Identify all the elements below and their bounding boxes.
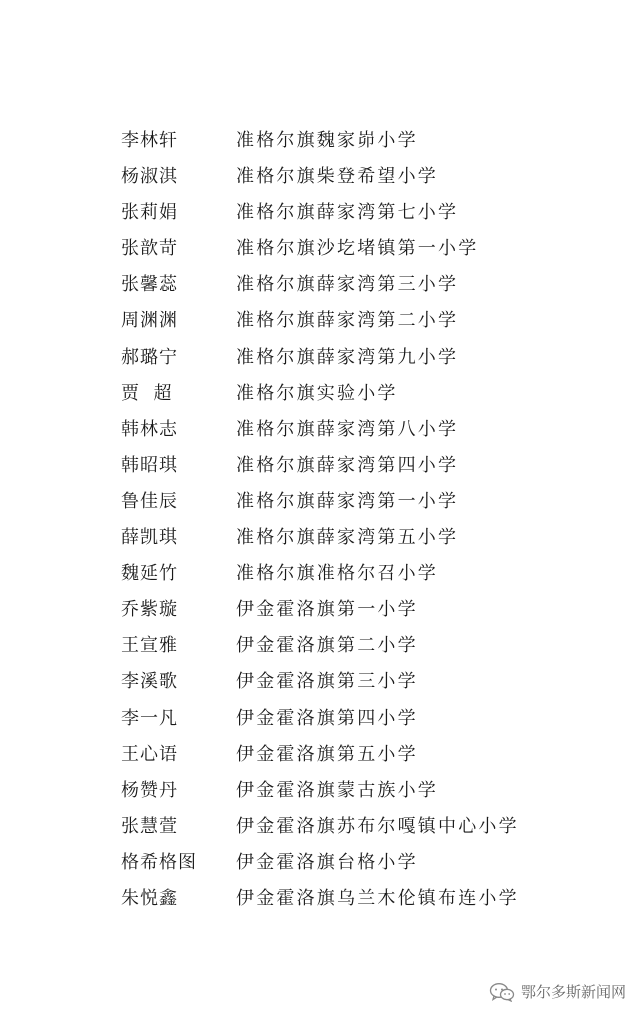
- student-name: 张慧萱: [121, 815, 178, 837]
- student-name: 乔紫璇: [121, 599, 178, 621]
- student-name: 薛凯琪: [121, 527, 178, 549]
- source-watermark: [489, 981, 626, 1002]
- student-name: 朱悦鑫: [121, 887, 178, 909]
- list-item: [0, 773, 640, 809]
- student-name: 张莉娟: [121, 202, 178, 224]
- student-name: 张馨蕊: [121, 274, 178, 296]
- list-item: [0, 448, 640, 484]
- school-name: 伊金霍洛旗蒙古族小学: [236, 779, 438, 801]
- school-name: 准格尔旗柴登希望小学: [236, 166, 438, 188]
- list-item: [0, 845, 640, 881]
- school-name: 伊金霍洛旗台格小学: [236, 851, 418, 873]
- school-name: 准格尔旗薛家湾第五小学: [236, 527, 459, 549]
- student-name: 郝璐宁: [121, 346, 178, 368]
- watermark-text: 鄂尔多斯新闻网: [520, 983, 626, 1001]
- wechat-icon: [489, 982, 515, 1002]
- student-name: 王宣雅: [121, 635, 178, 657]
- school-name: 伊金霍洛旗第一小学: [236, 599, 418, 621]
- list-item: [0, 412, 640, 448]
- list-item: [0, 195, 640, 231]
- list-item: [0, 376, 640, 412]
- list-item: [0, 556, 640, 592]
- school-name: 伊金霍洛旗第三小学: [236, 671, 418, 693]
- list-item: [0, 520, 640, 556]
- list-item: [0, 592, 640, 628]
- list-item: [0, 737, 640, 773]
- school-name: 准格尔旗薛家湾第七小学: [236, 202, 459, 224]
- student-name: 鲁佳辰: [121, 490, 178, 512]
- student-name: 格希格图: [121, 851, 197, 873]
- student-name: 张歆苛: [121, 238, 178, 260]
- school-name: 准格尔旗薛家湾第四小学: [236, 454, 459, 476]
- school-name: 伊金霍洛旗第五小学: [236, 743, 418, 765]
- student-name: 李溪歌: [121, 671, 178, 693]
- list-item: [0, 267, 640, 303]
- list-item: [0, 340, 640, 376]
- school-name: 准格尔旗准格尔召小学: [236, 563, 438, 585]
- school-name: 伊金霍洛旗第四小学: [236, 707, 418, 729]
- school-name: 准格尔旗魏家峁小学: [236, 130, 418, 151]
- student-name: 韩昭琪: [121, 454, 178, 476]
- student-name: 杨淑淇: [121, 166, 178, 188]
- list-item: [0, 664, 640, 700]
- student-name: 周渊渊: [121, 310, 178, 332]
- school-name: 伊金霍洛旗第二小学: [236, 635, 418, 657]
- school-name: 伊金霍洛旗苏布尔嘎镇中心小学: [236, 815, 519, 837]
- student-name: 魏延竹: [121, 563, 178, 585]
- list-item: [0, 123, 640, 159]
- list-item: [0, 484, 640, 520]
- student-name: 杨赞丹: [121, 779, 178, 801]
- student-name: 韩林志: [121, 418, 178, 440]
- school-name: 伊金霍洛旗乌兰木伦镇布连小学: [236, 887, 519, 909]
- list-item: [0, 303, 640, 339]
- list-item: [0, 881, 640, 917]
- list-item: [0, 231, 640, 267]
- school-name: 准格尔旗沙圪堵镇第一小学: [236, 238, 479, 260]
- student-name: 王心语: [121, 743, 178, 765]
- school-name: 准格尔旗薛家湾第八小学: [236, 418, 459, 440]
- list-item: [0, 809, 640, 845]
- school-name: 准格尔旗薛家湾第九小学: [236, 346, 459, 368]
- student-name: 李一凡: [121, 707, 178, 729]
- list-item: [0, 701, 640, 737]
- list-item: [0, 628, 640, 664]
- student-name: 贾 超: [121, 382, 173, 404]
- list-item: [0, 159, 640, 195]
- school-name: 准格尔旗薛家湾第二小学: [236, 310, 459, 332]
- school-name: 准格尔旗薛家湾第三小学: [236, 274, 459, 296]
- school-name: 准格尔旗实验小学: [236, 382, 398, 404]
- student-name: 李林轩: [121, 130, 178, 151]
- school-name: 准格尔旗薛家湾第一小学: [236, 490, 459, 512]
- name-list: [0, 123, 640, 917]
